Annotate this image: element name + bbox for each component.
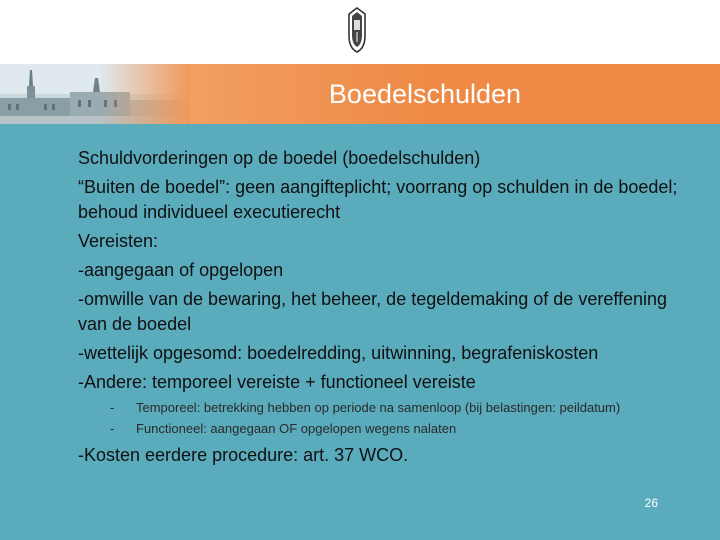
sub-list-item (110, 399, 678, 416)
list-item: -aangegaan of opgelopen (78, 260, 284, 280)
content-area (0, 124, 720, 540)
page-number: 26 (644, 496, 658, 510)
sub-item-text: Functioneel: aangegaan OF opgelopen wegens nalaten (136, 421, 457, 436)
list-item: “Buiten de boedel”: geen aangifteplicht; voorrang op schulden in de boedel; behoud individueel executierecht (78, 177, 678, 222)
list-item: -wettelijk opgesomd: boedelredding, uitwinning, begrafeniskosten (78, 343, 599, 363)
slide-title: Boedelschulden (328, 79, 522, 109)
list-item: -omwille van de bewaring, het beheer, de tegeldemaking of de vereffening van de boedel (78, 289, 668, 334)
list-item: Vereisten: (78, 231, 159, 251)
title-banner (0, 64, 720, 124)
list-item: -Andere: temporeel vereiste + functioneel vereiste (78, 372, 476, 392)
dash-marker: - (110, 421, 115, 436)
university-seal-icon (343, 6, 371, 54)
sub-list (110, 399, 678, 437)
dash-marker: - (110, 400, 115, 415)
sub-list-item (110, 420, 678, 437)
bullet-list (78, 146, 678, 472)
sub-item-text: Temporeel: betrekking hebben op periode na samenloop (bij belastingen: peildatum) (136, 400, 621, 415)
list-item: Schuldvorderingen op de boedel (boedelschulden) (78, 148, 481, 168)
list-item: -Kosten eerdere procedure: art. 37 WCO. (78, 445, 409, 465)
